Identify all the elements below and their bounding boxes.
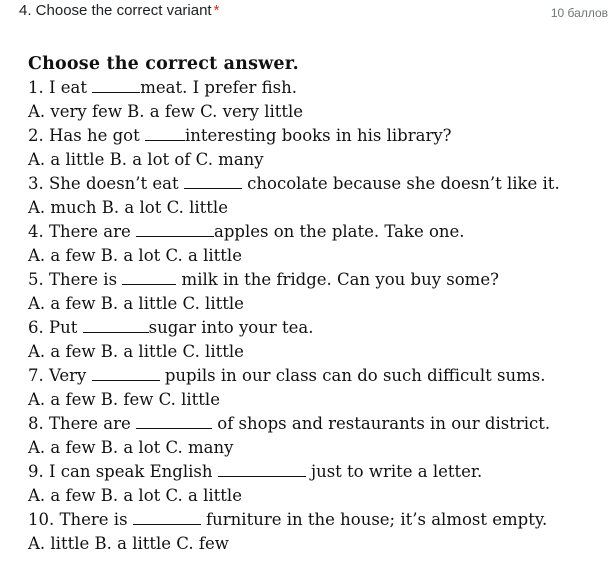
answer-blank xyxy=(122,269,176,285)
worksheet-image xyxy=(28,52,614,556)
answer-blank xyxy=(92,365,160,381)
options-line: A. very few B. a few C. very little xyxy=(28,102,304,121)
answer-blank xyxy=(136,221,214,237)
options-line: A. a few B. a little C. little xyxy=(28,342,244,361)
sentence-line: 3. She doesn’t eat chocolate because she doesn’t like it. xyxy=(28,174,560,193)
answer-blank xyxy=(145,125,185,141)
options-line: A. a few B. a lot C. a little xyxy=(28,486,242,505)
answer-blank xyxy=(136,413,212,429)
sentence-line: 7. Very pupils in our class can do such difficult sums. xyxy=(28,366,546,385)
options-line: A. little B. a little C. few xyxy=(28,534,229,553)
options-line: A. a little B. a lot of C. many xyxy=(28,150,264,169)
worksheet-heading: Choose the correct answer. xyxy=(28,54,299,74)
options-line: A. much B. a lot C. little xyxy=(28,198,228,217)
answer-blank xyxy=(218,461,306,477)
sentence-line: 9. I can speak English just to write a letter. xyxy=(28,462,483,481)
options-line: A. a few B. a lot C. many xyxy=(28,438,234,457)
answer-blank xyxy=(133,509,201,525)
answer-blank xyxy=(92,77,140,93)
answer-blank xyxy=(184,173,242,189)
answer-blank xyxy=(83,317,149,333)
points-label: 10 баллов xyxy=(550,6,608,20)
required-asterisk: * xyxy=(213,2,220,19)
sentence-line: 2. Has he got interesting books in his library? xyxy=(28,126,452,145)
sentence-line: 8. There are of shops and restaurants in our district. xyxy=(28,414,551,433)
question-title: 4. Choose the correct variant * xyxy=(19,2,220,19)
sentence-line: 5. There is milk in the fridge. Can you buy some? xyxy=(28,270,499,289)
options-line: A. a few B. a little C. little xyxy=(28,294,244,313)
options-line: A. a few B. few C. little xyxy=(28,390,220,409)
sentence-line: 1. I eat meat. I prefer fish. xyxy=(28,78,297,97)
options-line: A. a few B. a lot C. a little xyxy=(28,246,242,265)
question-header xyxy=(19,0,608,24)
sentence-line: 10. There is furniture in the house; it’s almost empty. xyxy=(28,510,548,529)
sentence-line: 4. There are apples on the plate. Take one. xyxy=(28,222,465,241)
sentence-line: 6. Put sugar into your tea. xyxy=(28,318,314,337)
